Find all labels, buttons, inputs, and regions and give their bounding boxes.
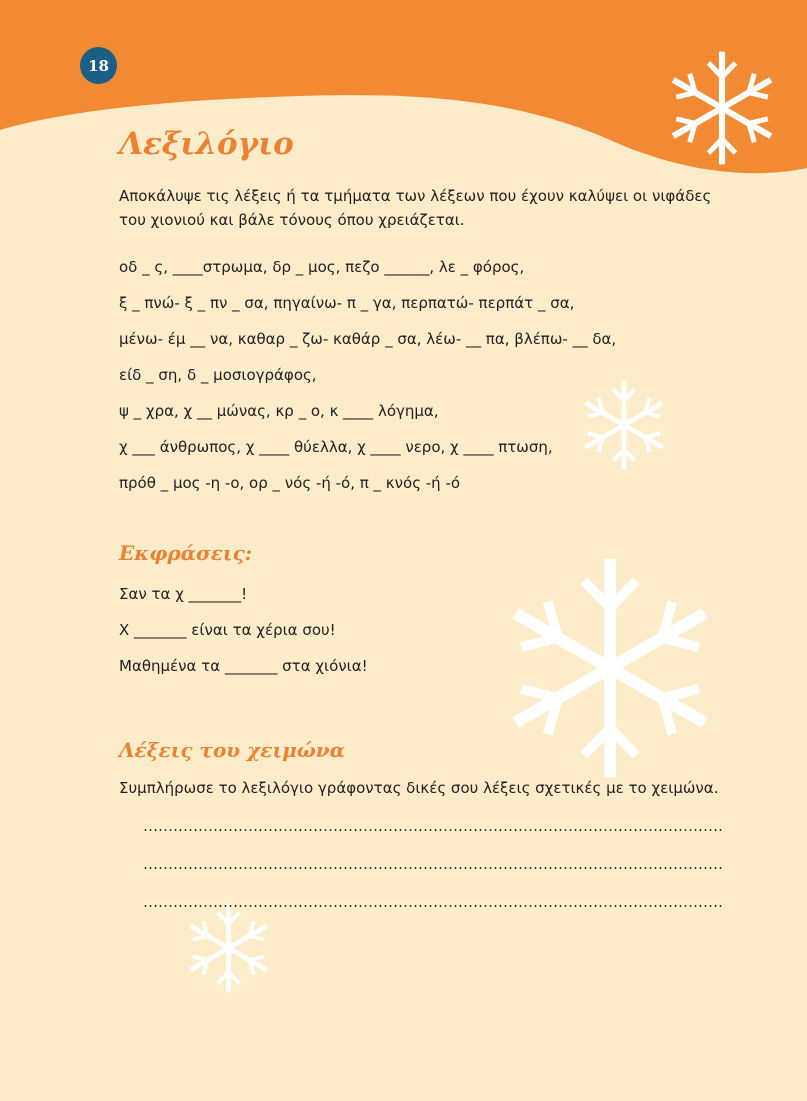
exercise-line: πρόθ _ μος -η -ο, ορ _ νός -ή -ό, π _ κνός -ή -ό bbox=[119, 474, 461, 492]
expression-line: Μαθημένα τα _______ στα χιόνια! bbox=[119, 657, 368, 675]
exercise-line: ψ _ χρα, χ __ μώνας, κρ _ ο, κ ____ λόγημα, bbox=[119, 402, 439, 420]
exercise-line: χ ___ άνθρωπος, χ ____ θύελλα, χ ____ νερο, χ ____ πτωση, bbox=[119, 438, 553, 456]
vocabulary-instruction: Αποκάλυψε τις λέξεις ή τα τμήματα των λέξεων που έχουν καλύψει οι νιφάδες του χιονιού και βάλε τόνους όπου χρειάζεται. bbox=[119, 187, 712, 229]
exercise-line: μένω- έμ __ να, καθαρ _ ζω- καθάρ _ σα, λέω- __ πα, βλέπω- __ δα, bbox=[119, 330, 617, 348]
expression-line: Σαν τα χ _______! bbox=[119, 585, 248, 603]
exercise-line: είδ _ ση, δ _ μοσιογράφος, bbox=[119, 366, 317, 384]
winter-words-instruction: Συμπλήρωσε το λεξιλόγιο γράφοντας δικές σου λέξεις σχετικές με το χειμώνα. bbox=[119, 779, 719, 797]
exercise-line: οδ _ ς, ____στρωμα, δρ _ μος, πεζο ______, λε _ φόρος, bbox=[119, 258, 525, 276]
vocabulary-title: Λεξιλόγιο bbox=[119, 126, 294, 162]
snowflake-icon bbox=[490, 543, 730, 793]
writing-line[interactable] bbox=[143, 829, 724, 831]
snowflake-icon bbox=[660, 40, 784, 176]
exercise-line: ξ _ πνώ- ξ _ πν _ σα, πηγαίνω- π _ γα, περπατώ- περπάτ _ σα, bbox=[119, 294, 575, 312]
writing-line[interactable] bbox=[143, 867, 724, 869]
snowflake-icon bbox=[575, 372, 673, 478]
page-number-badge: 18 bbox=[80, 47, 117, 84]
winter-words-title: Λέξεις του χειμώνα bbox=[119, 738, 346, 762]
expressions-title: Εκφράσεις: bbox=[119, 541, 253, 565]
writing-line[interactable] bbox=[143, 905, 724, 907]
snowflake-icon bbox=[180, 893, 277, 1003]
expression-line: Χ _______ είναι τα χέρια σου! bbox=[119, 621, 336, 639]
